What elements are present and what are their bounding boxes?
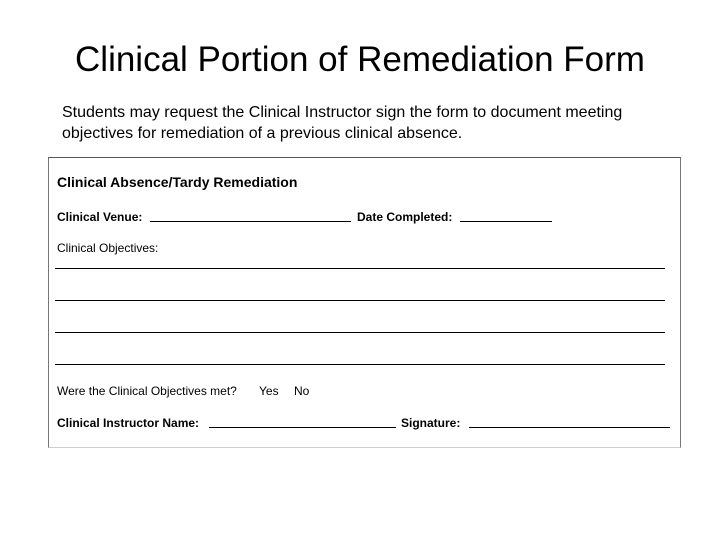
venue-label: Clinical Venue: (57, 210, 143, 224)
objectives-blank-line (55, 332, 665, 333)
objectives-blank-line (55, 268, 665, 269)
yes-option: Yes (259, 384, 279, 398)
remediation-form-image (48, 157, 681, 448)
instructor-name-blank (209, 427, 396, 428)
cropped-footnote-artifact (432, 450, 642, 453)
date-completed-blank (460, 221, 552, 222)
objectives-blank-line (55, 364, 665, 365)
objectives-met-question: Were the Clinical Objectives met? (57, 384, 237, 398)
form-heading: Clinical Absence/Tardy Remediation (57, 174, 298, 190)
date-completed-label: Date Completed: (357, 210, 453, 224)
signature-label: Signature: (401, 416, 461, 430)
no-option: No (294, 384, 310, 398)
footnote-fragment-icon (432, 452, 642, 453)
objectives-blank-line (55, 300, 665, 301)
venue-blank (150, 221, 351, 222)
intro-paragraph: Students may request the Clinical Instructor sign the form to document meeting objectives for remediation of a previous clinical absence. (62, 104, 623, 142)
instructor-name-label: Clinical Instructor Name: (57, 416, 200, 430)
page-title: Clinical Portion of Remediation Form (75, 40, 645, 79)
signature-blank (469, 427, 670, 428)
objectives-label: Clinical Objectives: (57, 241, 159, 255)
